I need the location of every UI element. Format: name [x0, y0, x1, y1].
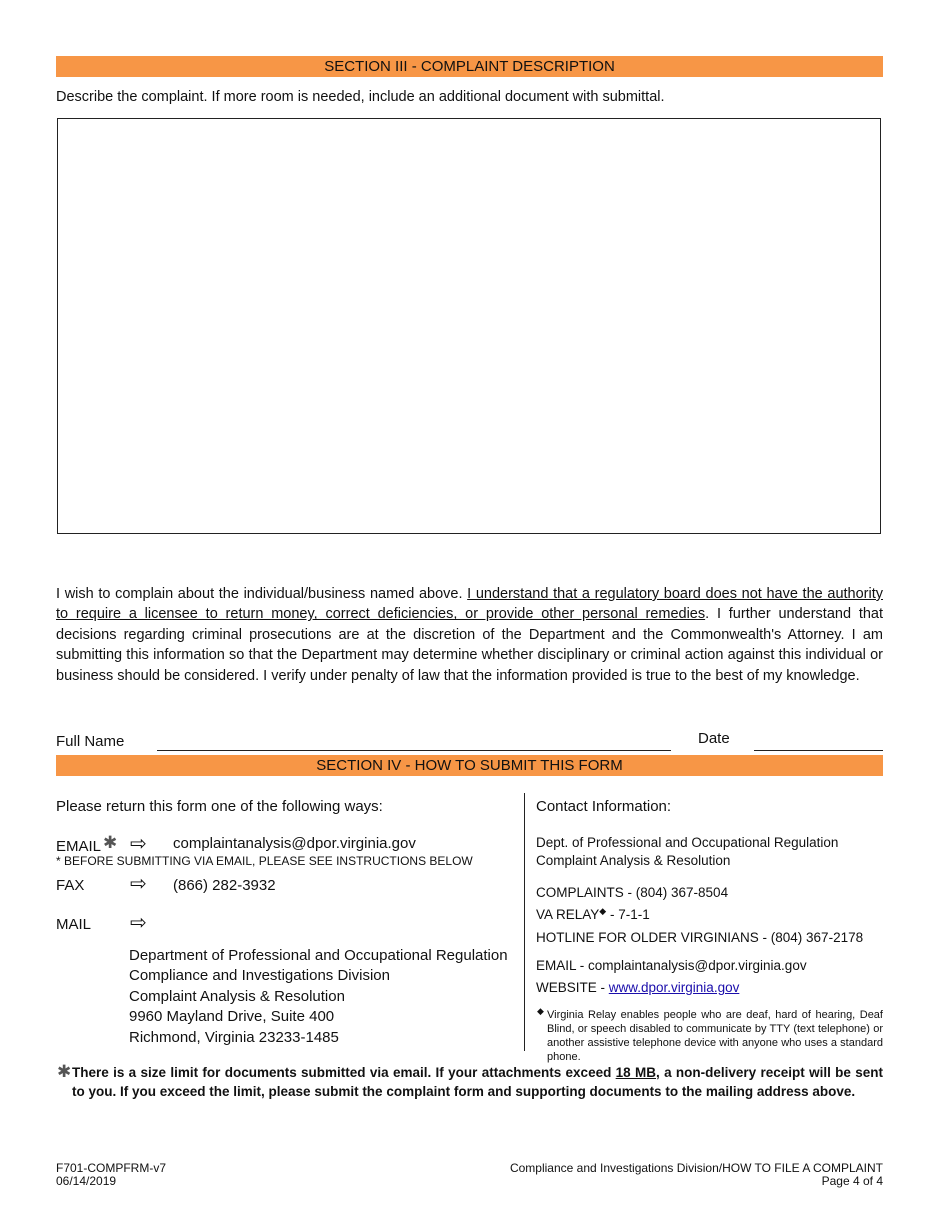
- contact-dept: [536, 834, 838, 870]
- size-limit-value: 18 MB: [615, 1065, 656, 1080]
- full-name-field[interactable]: [157, 750, 671, 751]
- asterisk-icon: ✱: [57, 1062, 72, 1081]
- footer-left: [56, 1162, 166, 1188]
- contact-email: EMAIL - complaintanalysis@dpor.virginia.gov: [536, 958, 807, 973]
- page-number: Page 4 of 4: [821, 1174, 883, 1188]
- fax-method-label: FAX: [56, 877, 85, 894]
- address-line: Compliance and Investigations Division: [129, 967, 390, 985]
- section-iii-header: SECTION III - COMPLAINT DESCRIPTION: [56, 56, 883, 77]
- submit-intro: Please return this form one of the following ways:: [56, 798, 383, 815]
- address-line: 9960 Mayland Drive, Suite 400: [129, 1008, 335, 1026]
- footer-right: [510, 1162, 883, 1188]
- address-line: Complaint Analysis & Resolution: [129, 987, 345, 1005]
- statement-authority-notice: I understand that a regulatory board does not have the authority to require a licensee to return money, correct deficiencies, or provide other personal remedies: [56, 586, 883, 623]
- email-method-label: [56, 833, 118, 856]
- form-date: 06/14/2019: [56, 1174, 117, 1188]
- hotline-phone: HOTLINE FOR OLDER VIRGINIANS - (804) 367-2178: [536, 930, 864, 945]
- va-relay-value: - 7-1-1: [606, 907, 650, 922]
- mail-method-label: MAIL: [56, 916, 92, 933]
- column-divider: [524, 793, 525, 1051]
- statement-part-3: . I further understand that decisions regarding criminal prosecutions are at the discretion of the Department and the Commonwealth's Attorney. I am submitting this information so that the Department may determine whether disciplinary or criminal action against this individual or business should be considered. I verify under penalty of law that the information provided is true to the best of my knowledge.: [56, 606, 884, 684]
- complaint-instruction: Describe the complaint. If more room is needed, include an additional document with submittal.: [56, 89, 665, 105]
- unit-name: Complaint Analysis & Resolution: [536, 853, 731, 868]
- date-label: Date: [698, 730, 730, 747]
- size-note-part-1: There is a size limit for documents submitted via email. If your attachments exceed: [72, 1065, 616, 1080]
- full-name-label: Full Name: [56, 733, 125, 750]
- form-id: F701-COMPFRM-v7: [56, 1161, 167, 1175]
- email-note: * BEFORE SUBMITTING VIA EMAIL, PLEASE SEE INSTRUCTIONS BELOW: [56, 854, 473, 868]
- dept-name: Dept. of Professional and Occupational Regulation: [536, 835, 839, 850]
- complaint-description-box[interactable]: [57, 118, 881, 534]
- va-relay: [536, 907, 650, 922]
- fax-number: (866) 282-3932: [173, 877, 276, 894]
- email-label-text: EMAIL: [56, 838, 102, 855]
- arrow-right-icon: ⇨: [130, 912, 147, 934]
- complaints-phone: COMPLAINTS - (804) 367-8504: [536, 885, 729, 900]
- submit-email-address[interactable]: complaintanalysis@dpor.virginia.gov: [173, 835, 416, 852]
- address-line: Department of Professional and Occupational Regulation: [129, 947, 508, 964]
- certification-statement: [56, 584, 883, 686]
- mailing-address: [129, 946, 508, 1048]
- diamond-icon: ◆: [599, 906, 607, 916]
- footer-division: Compliance and Investigations Division/HOW TO FILE A COMPLAINT: [509, 1161, 883, 1175]
- address-line: Richmond, Virginia 23233-1485: [129, 1028, 339, 1046]
- contact-website: [536, 980, 739, 995]
- arrow-right-icon: ⇨: [130, 873, 147, 895]
- section-iv-header: SECTION IV - HOW TO SUBMIT THIS FORM: [56, 755, 883, 776]
- size-limit-note: [72, 1063, 883, 1101]
- size-note-part-2: , a non-delivery receipt will be sent to you. If you exceed the limit, please submit the complaint form and supporting documents to the mailing address above.: [72, 1065, 883, 1099]
- contact-heading: Contact Information:: [536, 798, 672, 815]
- arrow-right-icon: ⇨: [130, 833, 147, 855]
- asterisk-icon: ✱: [103, 833, 118, 852]
- website-label: WEBSITE -: [536, 980, 609, 995]
- relay-note: Virginia Relay enables people who are deaf, hard of hearing, Deaf Blind, or speech disabled to communicate by TTY (text telephone) or another assistive telephone device with anyone who uses a standard phone.: [547, 1009, 883, 1063]
- date-field[interactable]: [754, 750, 883, 751]
- va-relay-label: VA RELAY: [536, 907, 600, 922]
- website-link[interactable]: www.dpor.virginia.gov: [608, 980, 740, 995]
- diamond-icon: ◆: [537, 1006, 544, 1016]
- statement-part-1: I wish to complain about the individual/business named above.: [56, 586, 468, 602]
